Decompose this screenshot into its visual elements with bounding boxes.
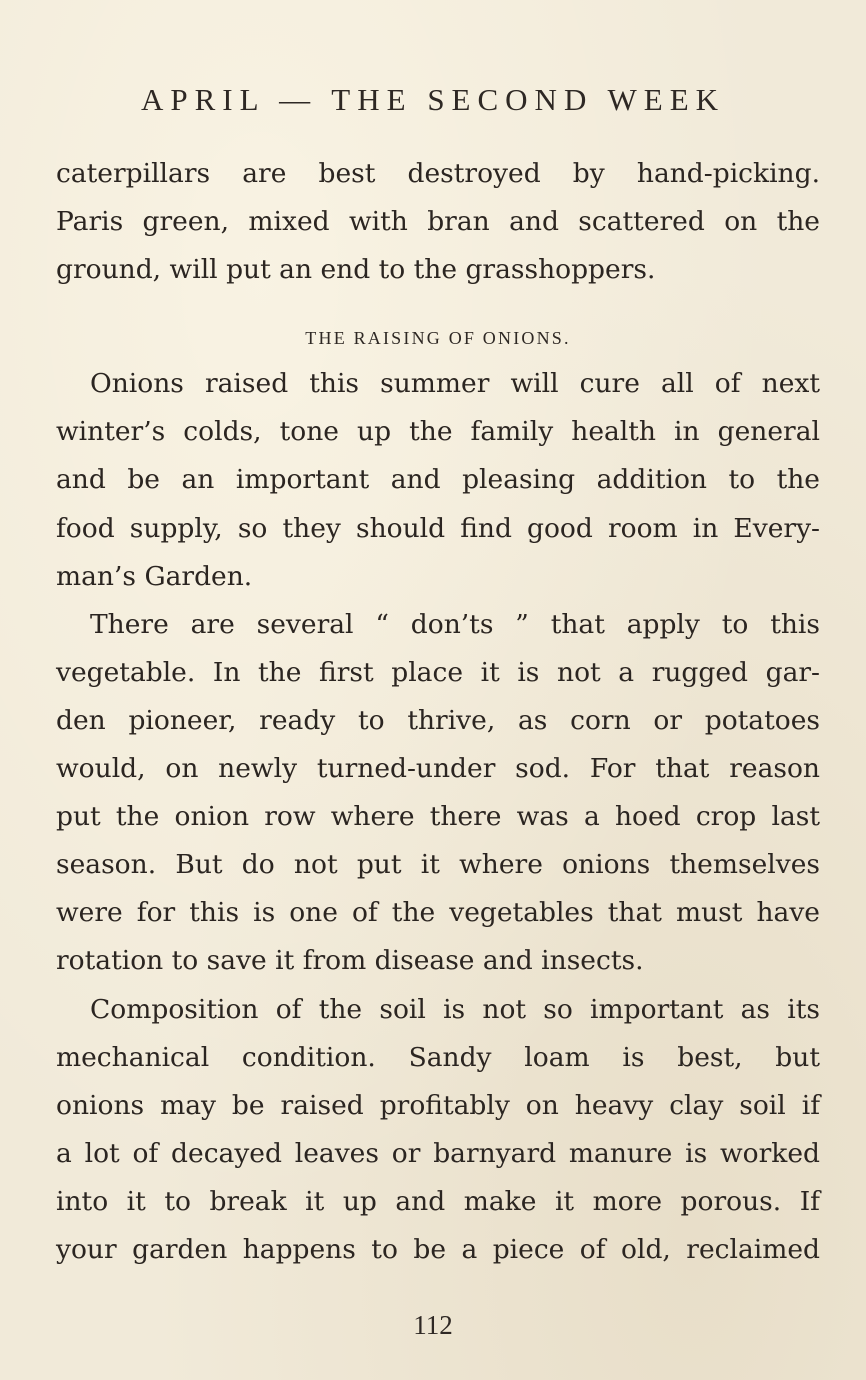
- text-line: den pioneer, ready to thrive, as corn or potatoes: [56, 704, 820, 736]
- text-line: Composition of the soil is not so important as its: [90, 993, 820, 1025]
- text-line: rotation to save it from disease and insects.: [56, 945, 644, 977]
- text-line: mechanical condition. Sandy loam is best, but: [56, 1041, 820, 1073]
- text-line: were for this is one of the vegetables that must have: [56, 897, 820, 929]
- section-heading: THE RAISING OF ONIONS.: [305, 328, 571, 349]
- text-line: caterpillars are best destroyed by hand-picking.: [56, 158, 820, 189]
- text-line: food supply, so they should find good room in Every-: [56, 512, 820, 544]
- page-text: [56, 150, 820, 1274]
- text-line: Onions raised this summer will cure all of next: [90, 368, 820, 400]
- text-line: would, on newly turned-under sod. For that reason: [56, 753, 820, 785]
- text-line: your garden happens to be a piece of old, reclaimed: [56, 1233, 820, 1265]
- running-head: APRIL — THE SECOND WEEK: [140, 82, 726, 117]
- text-line: ground, will put an end to the grasshoppers.: [56, 254, 656, 286]
- text-line: vegetable. In the first place it is not a rugged gar-: [56, 656, 820, 688]
- text-line: and be an important and pleasing addition to the: [56, 464, 820, 496]
- text-line: season. But do not put it where onions themselves: [56, 849, 820, 881]
- text-line: Paris green, mixed with bran and scattered on the: [56, 206, 820, 238]
- page-number: 112: [413, 1310, 453, 1340]
- text-line: man’s Garden.: [56, 560, 253, 592]
- text-line: into it to break it up and make it more porous. If: [56, 1185, 820, 1217]
- text-line: put the onion row where there was a hoed crop last: [56, 801, 820, 833]
- text-line: There are several “ don’ts ” that apply to this: [90, 608, 820, 640]
- text-line: onions may be raised profitably on heavy clay soil if: [56, 1089, 820, 1121]
- text-line: a lot of decayed leaves or barnyard manure is worked: [56, 1137, 820, 1169]
- text-line: winter’s colds, tone up the family health in general: [56, 416, 820, 448]
